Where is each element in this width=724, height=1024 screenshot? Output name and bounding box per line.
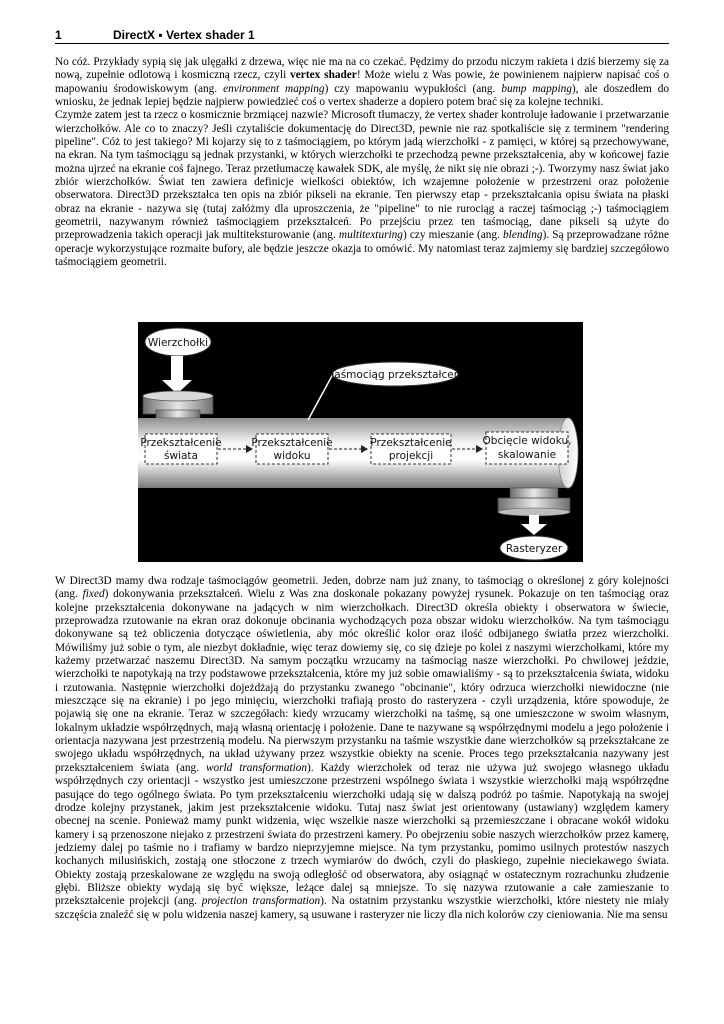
svg-text:projekcji: projekcji <box>388 450 434 462</box>
page-number: 1 <box>55 28 62 42</box>
stage-projection <box>370 434 451 464</box>
svg-text:skalowanie: skalowanie <box>497 449 557 461</box>
svg-text:Przekształcenie: Przekształcenie <box>140 437 222 449</box>
input-cap <box>143 391 213 418</box>
page-title: DirectX ▪ Vertex shader 1 <box>113 28 255 42</box>
body-text <box>55 575 669 922</box>
paragraph-intro: No cóż. Przykłady sypią się jak ulęgałki z drzewa, więc nie ma na co czekać. Pędzimy do przodu niczym rakieta i dziś bierzemy się za nową, zupełnie odlotową i kosmiczną rzecz, czyli vertex shader! Może wielu z Was powie, że powinienem najpierw napisać coś o mapowaniu środowiskowym (ang. environment mapping) czy mapowaniu wypukłości (ang. bump mapping), ale doszedłem do wniosku, że jednak lepiej będzie najpierw powiedzieć coś o vertex shaderze a dopiero potem brać się za kolejne techniki. <box>55 56 669 109</box>
svg-text:Obcięcie widoku,: Obcięcie widoku, <box>482 435 572 447</box>
vertices-input <box>145 328 211 356</box>
paragraph-pipeline-details: W Direct3D mamy dwa rodzaje taśmociągów geometrii. Jeden, dobrze nam już znany, to taśmociąg o określonej z góry kolejności (ang. fixed) dokonywania przekształceń. Wielu z Was zna doskonale pokazany powyżej rysunek. Pokazuje on ten taśmociąg oraz kolejne przekształcenia dokonywane na jadących w nim wierzchołkach. Direct3D określa obiekty i obserwatora w świecie, przeprowadza rzutowanie na ekran oraz dokonuje obcinania wychodzących poza obszar widoku wierzchołków. Na tym taśmociągu dokonywane są też obliczenia dotyczące oświetlenia, aby móc określić kolor oraz ilość odbijanego światła przez wierzchołki. Mówiliśmy już sobie o tym, ale niezbyt dokładnie, więc teraz dowiemy się, co się dzieje po kolei z naszymi wierzchołkami, które my każemy przetwarzać naszemu Direct3D. Na samym początku wrzucamy na taśmociąg nasze wierzchołki. Po chwilowej jeździe, wierzchołki te napotykają na trzy podstawowe przekształcenia, które my już sobie omawialiśmy - są to przekształcenia świata, widoku i rzutowania. Następnie wierzchołki dojeżdżają do przystanku zwanego "obcinanie", który odrzuca wierzchołki niewidoczne (nie mieszczące się na ekranie) i po jego minięciu, wierzchołki trafiają prosto do rasteryzera - czyli urządzenia, które spowoduje, że pojawią się one na ekranie. Teraz w szczegółach: kiedy wrzucamy wierzchołki na taśmę, są one umieszczone w swoim własnym, lokalnym układzie współrzędnych, mają własną orientację i położenie. Dane te nazywane są współrzędnymi modelu a jego położenie i orientacja nazywana jest przestrzenią modelu. Na pierwszym przystanku na taśmie wszystkie dane wierzchołków są przekształcane ze swojego układu współrzędnych, na układ używany przez wszystkie obiekty na scenie. Proces tego przekształcania nazywany jest przekształceniem świata (ang. world transformation). Każdy wierzchołek od teraz nie używa już swojego własnego układu współrzędnych czy orientacji - wszystko jest umieszczone przestrzeni wspólnego świata i wszystkie wierzchołki mają współrzędne pasujące do tego ogólnego świata. Po tym przekształceniu wierzchołki udają się w dalszą podróż po taśmie. Napotykają na swojej drodze kolejny przystanek, jakim jest przekształcenie widoku. Tutaj nasz świat jest orientowany (ustawiany) względem kamery obecnej na scenie. Ponieważ mamy punkt widzenia, więc wszelkie nasze wierzchołki są przemieszczane i obracane wokół widoku kamery i są przenoszone niejako z przestrzeni świata do przestrzeni kamery. Po obejrzeniu sobie naszych wierzchołków przez kamerę, jedziemy dalej po taśmie no i trafiamy w bardzo nieprzyjemne miejsce. Na tym przystanku, pomimo usilnych protestów naszych kochanych milusińskich, zostają one stłoczone z trzech wymiarów do dwóch, czyli do płaskiego, zupełnie nieciekawego świata. Obiekty zostają przeskalowane ze względu na swoją odległość od obserwatora, aby osiągnąć w ostatecznym rozrachunku złudzenie głębi. Bliższe obiekty wydają się być większe, leżące dalej są mniejsze. To się nazywa rzutowanie a całe zamieszanie to przekształcenie projekcji (ang. projection transformation). Na ostatnim przystanku wszystkie wierzchołki, które niestety nie miały szczęścia znaleźć się w polu widzenia naszej kamery, są usuwane i rasteryzer nie liczy dla nich kolorów czy cieniowania. Nie ma sensu <box>55 575 670 921</box>
page-header <box>55 27 669 44</box>
pipeline-diagram <box>138 322 583 562</box>
intro-text <box>55 56 669 270</box>
term-vertex-shader: vertex shader <box>290 69 357 82</box>
stage-view <box>251 434 332 464</box>
svg-text:widoku: widoku <box>273 450 311 462</box>
stage-clip-scale <box>483 432 572 464</box>
vertices-label: Wierzchołki <box>147 337 209 349</box>
rasterizer-label: Rasteryzer <box>505 543 563 555</box>
svg-text:świata: świata <box>164 450 198 462</box>
pipeline-label: Taśmociąg przekształceń <box>329 369 461 381</box>
rasterizer-output <box>500 536 568 560</box>
svg-text:Przekształcenie: Przekształcenie <box>251 437 333 449</box>
stage-world <box>140 434 221 464</box>
svg-text:Przekształcenie: Przekształcenie <box>370 437 452 449</box>
paragraph-pipeline: Czymże zatem jest ta rzecz o kosmicznie brzmiącej nazwie? Microsoft tłumaczy, że vertex shader kontroluje ładowanie i przetwarzanie wierzchołków. Ale co to znaczy? Jeśli czytaliście dokumentację do Direct3D, pewnie nie raz spotkaliście się z terminem "rendering pipeline". Cóż to jest takiego? Mi kojarzy się to z taśmociągiem, po którym jadą wierzchołki - z pamięci, w której są przechowywane, na ekran. Na tym taśmociągu są jednak przystanki, w których wierzchołki te przechodzą pewne przekształcenia, aby w końcowej fazie można ujrzeć na ekranie coś fajnego. Teraz przetłumaczę kawałek SDK, ale myślę, że nikt się nie obrazi ;-). Tworzymy nasz świat jako zbiór wierzchołków. Świat ten zawiera definicje wielkości obiektów, ich wzajemne położenie w przestrzeni oraz położenie obserwatora. Direct3D przekształca ten opis na zbiór pikseli na ekranie. Ten pierwszy etap - przekształcania opisu świata na płaski obraz na ekranie - nazywa się (tutaj załóżmy dla uproszczenia, że "pipeline" to nie rurociąg a raczej taśmociąg ;-) taśmociągiem geometrii, nazywanym również taśmociągiem przekształceń. Po przejściu przez ten taśmociąg, dane pikseli są użyte do przeprowadzenia takich operacji jak multiteksturowanie (ang. multitexturing) czy mieszanie (ang. blending). Są przeprowadzane różne operacje wykorzystujące rozmaite bufory, ale będzie jeszcze okazja to omówić. My natomiast teraz zajmiemy się bardziej szczegółowo taśmociągiem geometrii. <box>55 109 669 269</box>
